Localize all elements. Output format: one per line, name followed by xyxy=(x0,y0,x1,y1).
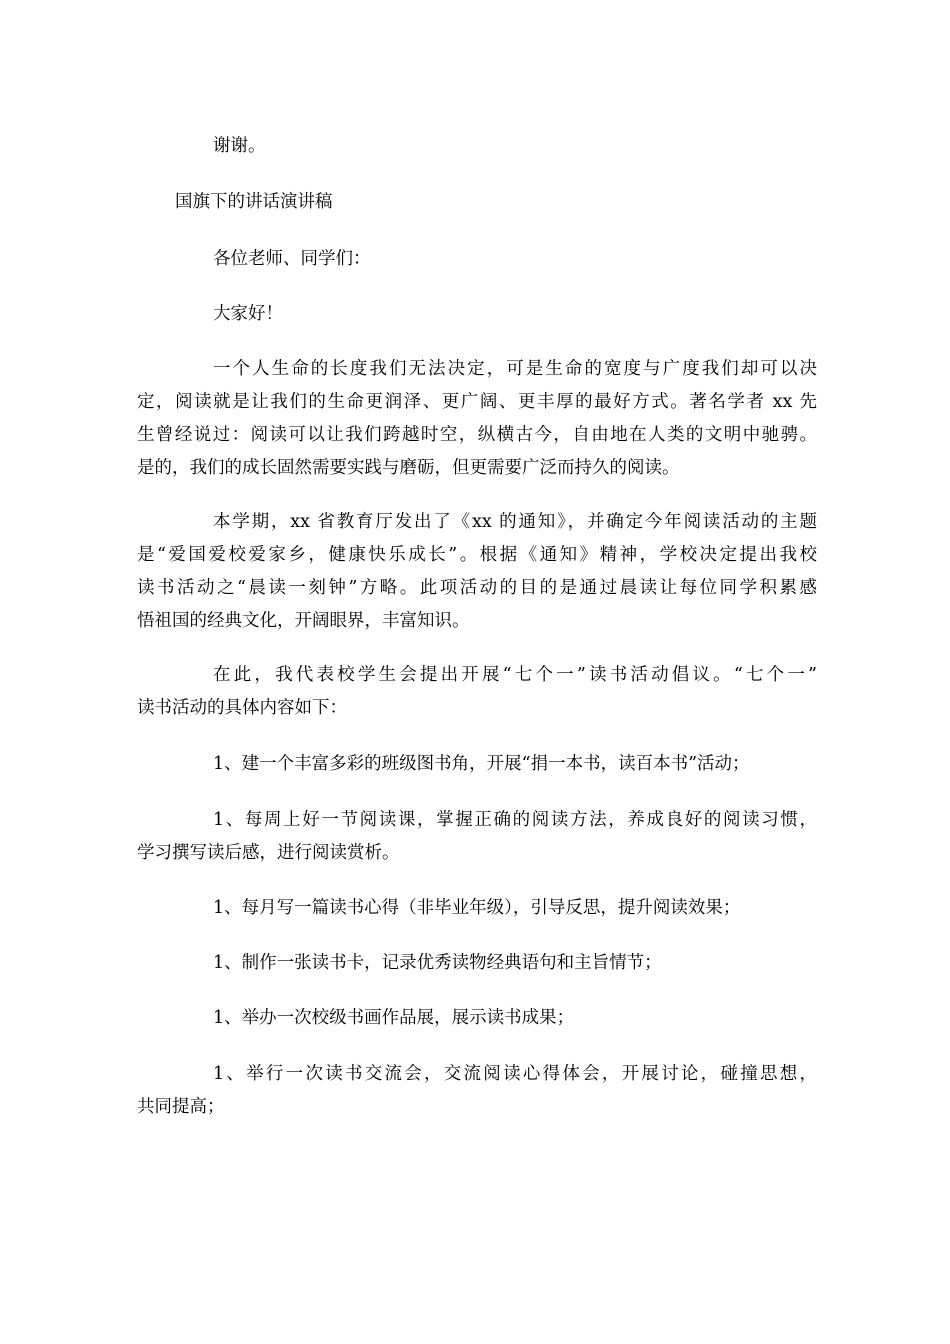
closing-thanks xyxy=(137,130,817,163)
text-line: 1、举行一次读书交流会，交流阅读心得体会，开展讨论，碰撞思想， xyxy=(213,1064,817,1084)
text-line: 1、举办一次校级书画作品展，展示读书成果； xyxy=(213,1008,575,1028)
text-line: 悟祖国的经典文化，开阔眼界，丰富知识。 xyxy=(137,611,470,631)
text-line: 是的，我们的成长固然需要实践与磨砺，但更需要广泛而持久的阅读。 xyxy=(137,458,680,478)
text-line: 生曾经说过：阅读可以让我们跨越时空，纵横古今，自由地在人类的文明中驰骋。 xyxy=(137,425,817,445)
text-line: 一个人生命的长度我们无法决定，可是生命的宽度与广度我们却可以决 xyxy=(213,359,817,379)
list-item xyxy=(137,1058,817,1124)
text-line: 是“爱国爱校爱家乡，健康快乐成长”。根据《通知》精神，学校决定提出我校 xyxy=(137,545,817,565)
speech-title xyxy=(137,186,817,219)
text-line: 1、制作一张读书卡，记录优秀读物经典语句和主旨情节； xyxy=(213,953,662,973)
list-item xyxy=(137,748,817,781)
text-line: 读书活动之“晨读一刻钟”方略。此项活动的目的是通过晨读让每位同学积累感 xyxy=(137,578,817,598)
text-line: 大家好！ xyxy=(213,304,283,324)
text-line: 1、每月写一篇读书心得（非毕业年级），引导反思，提升阅读效果； xyxy=(213,898,741,918)
text-line: 学习撰写读后感，进行阅读赏析。 xyxy=(137,843,400,863)
list-item xyxy=(137,892,817,925)
text-line: 读书活动的具体内容如下： xyxy=(137,698,347,718)
body-paragraph-semester xyxy=(137,506,817,638)
salutation xyxy=(137,243,817,276)
text-line: 1、每周上好一节阅读课，掌握正确的阅读方法，养成良好的阅读习惯， xyxy=(213,810,817,830)
greeting xyxy=(137,298,817,331)
list-item xyxy=(137,947,817,980)
body-paragraph-proposal xyxy=(137,659,817,725)
body-paragraph-reading xyxy=(137,353,817,485)
list-item xyxy=(137,1002,817,1035)
text-line: 共同提高； xyxy=(137,1097,225,1117)
text-line: 本学期，xx 省教育厅发出了《xx 的通知》，并确定今年阅读活动的主题 xyxy=(213,512,817,532)
text-line: 谢谢。 xyxy=(213,136,266,156)
list-item xyxy=(137,804,817,870)
text-line: 国旗下的讲话演讲稿 xyxy=(175,192,333,212)
text-line: 各位老师、同学们： xyxy=(213,249,371,269)
text-line: 定，阅读就是让我们的生命更润泽、更广阔、更丰厚的最好方式。著名学者 xx 先 xyxy=(137,392,817,412)
text-line: 在此，我代表校学生会提出开展“七个一”读书活动倡议。“七个一” xyxy=(213,665,817,685)
text-line: 1、建一个丰富多彩的班级图书角，开展“捐一本书，读百本书”活动； xyxy=(213,754,750,774)
